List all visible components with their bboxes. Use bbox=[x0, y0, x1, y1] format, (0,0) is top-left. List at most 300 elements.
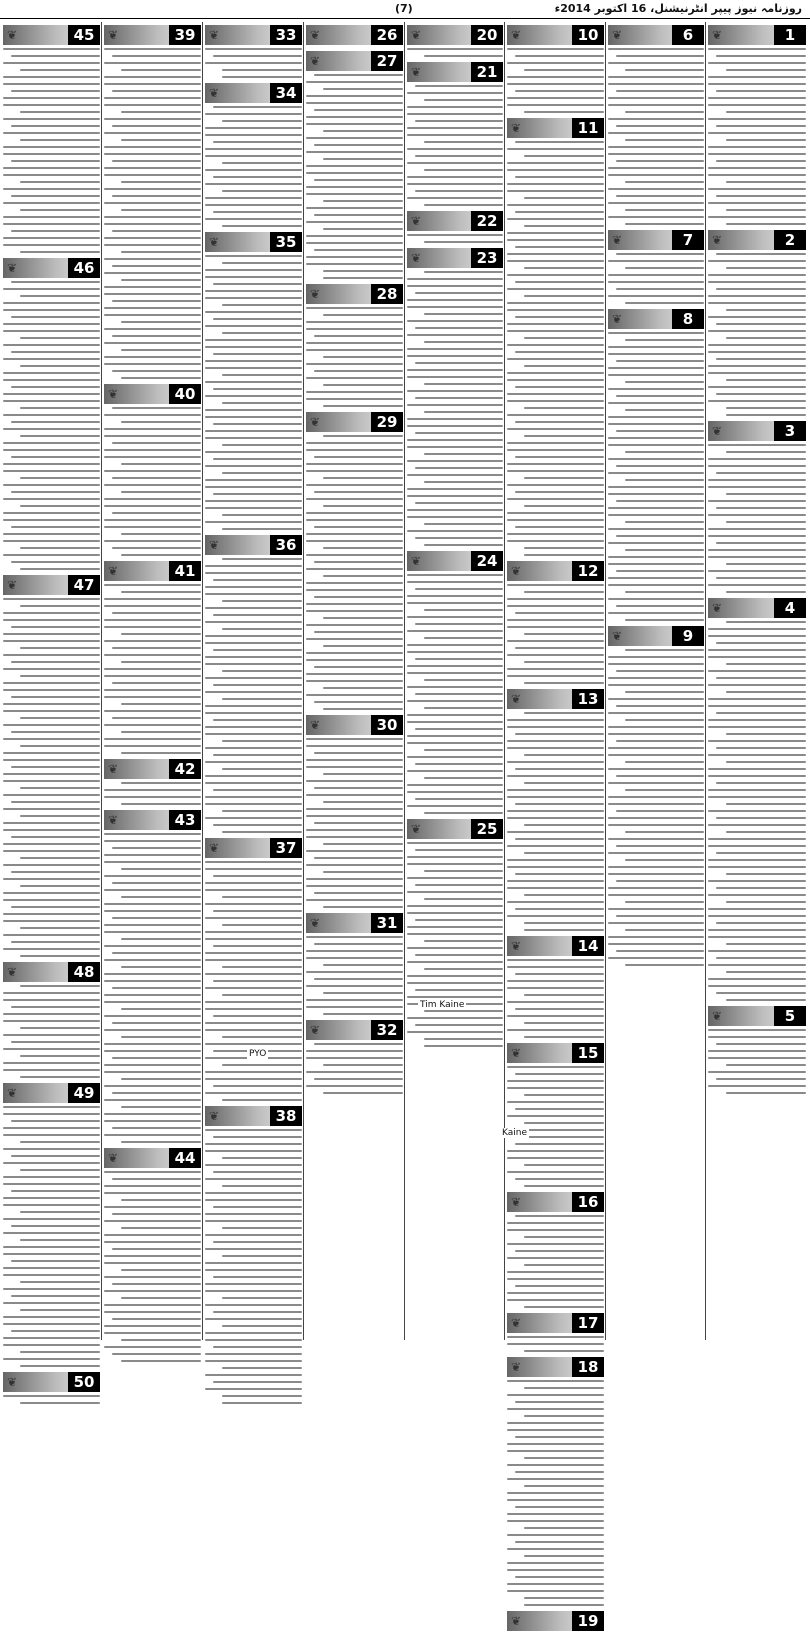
text-line bbox=[205, 1269, 302, 1271]
item-number-badge bbox=[507, 1357, 604, 1377]
item-body-text bbox=[507, 712, 604, 931]
text-line bbox=[524, 1264, 604, 1266]
text-line bbox=[205, 1318, 302, 1320]
text-line bbox=[726, 1092, 806, 1094]
text-line bbox=[708, 936, 806, 938]
text-line bbox=[306, 759, 403, 761]
text-line bbox=[222, 1064, 302, 1066]
text-line bbox=[625, 649, 704, 651]
text-line bbox=[112, 987, 201, 989]
text-line bbox=[222, 810, 302, 812]
news-item-13[interactable] bbox=[507, 689, 604, 931]
text-line bbox=[616, 55, 704, 57]
text-line bbox=[20, 1055, 100, 1057]
text-line bbox=[306, 377, 403, 379]
news-column-7 bbox=[104, 22, 201, 1340]
news-item-9[interactable] bbox=[608, 626, 704, 966]
leaf-ornament-icon: ❦ bbox=[712, 424, 723, 438]
item-body-text bbox=[306, 74, 403, 279]
text-line bbox=[616, 535, 704, 537]
text-line bbox=[608, 295, 704, 297]
item-number-badge bbox=[608, 230, 704, 250]
text-line bbox=[708, 344, 806, 346]
text-line bbox=[112, 547, 201, 549]
text-line bbox=[222, 1402, 302, 1404]
news-item-48[interactable] bbox=[3, 962, 100, 1078]
text-line bbox=[3, 76, 100, 78]
text-line bbox=[716, 887, 806, 889]
text-line bbox=[104, 1015, 201, 1017]
text-line bbox=[205, 479, 302, 481]
item-number-badge bbox=[104, 384, 201, 404]
text-line bbox=[424, 898, 503, 900]
text-line bbox=[11, 731, 100, 733]
text-line bbox=[608, 726, 704, 728]
text-line bbox=[708, 726, 806, 728]
item-body-text bbox=[3, 985, 100, 1078]
text-line bbox=[515, 647, 604, 649]
text-line bbox=[121, 279, 201, 281]
news-item-6[interactable] bbox=[608, 25, 704, 225]
text-line bbox=[3, 710, 100, 712]
text-line bbox=[205, 1150, 302, 1152]
news-item-21[interactable] bbox=[407, 62, 503, 206]
text-line bbox=[407, 183, 503, 185]
news-item-46[interactable] bbox=[3, 258, 100, 570]
text-line bbox=[121, 1227, 201, 1229]
text-line bbox=[104, 1241, 201, 1243]
text-line bbox=[112, 300, 201, 302]
text-line bbox=[507, 1492, 604, 1494]
item-number-badge bbox=[3, 25, 100, 45]
item-number-badge bbox=[507, 1192, 604, 1212]
text-line bbox=[3, 428, 100, 430]
text-line bbox=[121, 533, 201, 535]
news-item-11[interactable] bbox=[507, 118, 604, 556]
news-item-34[interactable] bbox=[205, 83, 302, 227]
text-line bbox=[3, 1013, 100, 1015]
leaf-ornament-icon: ❦ bbox=[712, 28, 723, 42]
text-line bbox=[507, 761, 604, 763]
text-line bbox=[205, 113, 302, 115]
text-line bbox=[104, 1134, 201, 1136]
news-item-18[interactable] bbox=[507, 1357, 604, 1606]
text-line bbox=[205, 204, 302, 206]
text-line bbox=[507, 1343, 604, 1345]
text-line bbox=[306, 449, 403, 451]
text-line bbox=[306, 484, 403, 486]
text-line bbox=[306, 391, 403, 393]
text-line bbox=[3, 237, 100, 239]
text-line bbox=[515, 456, 604, 458]
news-item-33[interactable] bbox=[205, 25, 302, 78]
text-line bbox=[708, 670, 806, 672]
text-line bbox=[104, 1311, 201, 1313]
text-line bbox=[205, 1290, 302, 1292]
item-number: 17 bbox=[572, 1313, 604, 1333]
text-line bbox=[507, 148, 604, 150]
text-line bbox=[407, 348, 503, 350]
text-line bbox=[121, 111, 201, 113]
text-line bbox=[625, 901, 704, 903]
text-line bbox=[716, 642, 806, 644]
text-line bbox=[726, 209, 806, 211]
text-line bbox=[205, 297, 302, 299]
text-line bbox=[3, 808, 100, 810]
text-line bbox=[524, 267, 604, 269]
text-line bbox=[314, 561, 403, 563]
news-item-16[interactable] bbox=[507, 1192, 604, 1308]
news-item-40[interactable] bbox=[104, 384, 201, 556]
item-body-text bbox=[407, 234, 503, 243]
news-item-20[interactable] bbox=[407, 25, 503, 57]
text-line bbox=[415, 849, 503, 851]
news-item-47[interactable] bbox=[3, 575, 100, 957]
text-line bbox=[3, 1176, 100, 1178]
text-line bbox=[112, 1127, 201, 1129]
text-line bbox=[507, 915, 604, 917]
text-line bbox=[112, 1353, 201, 1355]
text-line bbox=[608, 817, 704, 819]
text-line bbox=[507, 204, 604, 206]
leaf-ornament-icon: ❦ bbox=[511, 28, 522, 42]
text-line bbox=[507, 379, 604, 381]
leaf-ornament-icon: ❦ bbox=[411, 822, 422, 836]
text-line bbox=[608, 563, 704, 565]
text-line bbox=[708, 915, 806, 917]
text-line bbox=[3, 913, 100, 915]
text-line bbox=[507, 428, 604, 430]
text-line bbox=[608, 656, 704, 658]
text-line bbox=[608, 402, 704, 404]
news-item-36[interactable] bbox=[205, 535, 302, 833]
text-line bbox=[407, 488, 503, 490]
leaf-ornament-icon: ❦ bbox=[712, 233, 723, 247]
text-line bbox=[213, 789, 302, 791]
leaf-ornament-icon: ❦ bbox=[108, 387, 119, 401]
leaf-ornament-icon: ❦ bbox=[310, 916, 321, 930]
text-line bbox=[205, 1234, 302, 1236]
item-body-text bbox=[407, 271, 503, 546]
text-line bbox=[104, 1276, 201, 1278]
news-item-25[interactable] bbox=[407, 819, 503, 1047]
text-line bbox=[104, 945, 201, 947]
text-line bbox=[415, 362, 503, 364]
text-line bbox=[407, 390, 503, 392]
text-line bbox=[205, 586, 302, 588]
news-item-7[interactable] bbox=[608, 230, 704, 304]
text-line bbox=[708, 486, 806, 488]
text-line bbox=[11, 456, 100, 458]
news-item-17[interactable] bbox=[507, 1313, 604, 1352]
text-line bbox=[213, 1381, 302, 1383]
text-line bbox=[407, 446, 503, 448]
text-line bbox=[112, 335, 201, 337]
text-line bbox=[507, 1292, 604, 1294]
news-item-26[interactable] bbox=[306, 25, 403, 48]
text-line bbox=[222, 262, 302, 264]
text-line bbox=[314, 701, 403, 703]
text-line bbox=[3, 829, 100, 831]
text-line bbox=[306, 1050, 403, 1052]
text-line bbox=[3, 1020, 100, 1022]
text-line bbox=[507, 1394, 604, 1396]
text-line bbox=[3, 379, 100, 381]
news-item-39[interactable] bbox=[104, 25, 201, 379]
text-line bbox=[205, 635, 302, 637]
column-divider bbox=[504, 22, 505, 1340]
text-line bbox=[222, 1036, 302, 1038]
text-line bbox=[716, 1078, 806, 1080]
text-line bbox=[306, 307, 403, 309]
text-line bbox=[222, 896, 302, 898]
text-line bbox=[407, 1017, 503, 1019]
text-line bbox=[104, 237, 201, 239]
text-line bbox=[726, 733, 806, 735]
text-line bbox=[222, 225, 302, 227]
text-line bbox=[507, 484, 604, 486]
text-line bbox=[213, 1171, 302, 1173]
text-line bbox=[708, 556, 806, 558]
text-line bbox=[524, 365, 604, 367]
text-line bbox=[3, 899, 100, 901]
text-line bbox=[616, 500, 704, 502]
news-item-30[interactable] bbox=[306, 715, 403, 908]
text-line bbox=[20, 857, 100, 859]
text-line bbox=[708, 894, 806, 896]
text-line bbox=[515, 351, 604, 353]
text-line bbox=[323, 1092, 403, 1094]
text-line bbox=[306, 610, 403, 612]
text-line bbox=[323, 405, 403, 407]
text-line bbox=[625, 619, 704, 621]
text-line bbox=[507, 302, 604, 304]
text-line bbox=[407, 106, 503, 108]
text-line bbox=[306, 349, 403, 351]
text-line bbox=[3, 358, 100, 360]
text-line bbox=[222, 1185, 302, 1187]
text-line bbox=[3, 1197, 100, 1199]
text-line bbox=[507, 48, 604, 50]
text-line bbox=[608, 922, 704, 924]
text-line bbox=[306, 151, 403, 153]
text-line bbox=[515, 1250, 604, 1252]
news-item-41[interactable] bbox=[104, 561, 201, 754]
item-body-text bbox=[3, 281, 100, 570]
text-line bbox=[407, 439, 503, 441]
news-item-27[interactable] bbox=[306, 51, 403, 279]
text-line bbox=[205, 1199, 302, 1201]
text-line bbox=[407, 742, 503, 744]
text-line bbox=[306, 850, 403, 852]
text-line bbox=[121, 1269, 201, 1271]
text-line bbox=[726, 971, 806, 973]
news-item-10[interactable] bbox=[507, 25, 604, 113]
text-line bbox=[507, 1583, 604, 1585]
item-body-text bbox=[306, 307, 403, 407]
news-item-3[interactable] bbox=[708, 421, 806, 593]
text-line bbox=[314, 74, 403, 76]
text-line bbox=[407, 306, 503, 308]
text-line bbox=[323, 687, 403, 689]
text-line bbox=[104, 833, 201, 835]
text-line bbox=[104, 796, 201, 798]
text-line bbox=[524, 922, 604, 924]
text-line bbox=[507, 901, 604, 903]
text-line bbox=[323, 575, 403, 577]
news-item-38[interactable] bbox=[205, 1106, 302, 1404]
news-item-4[interactable] bbox=[708, 598, 806, 1001]
news-item-15[interactable] bbox=[507, 1043, 604, 1187]
news-item-24[interactable] bbox=[407, 551, 503, 814]
text-line bbox=[323, 477, 403, 479]
text-line bbox=[3, 892, 100, 894]
news-item-37[interactable] bbox=[205, 838, 302, 1101]
text-line bbox=[222, 966, 302, 968]
text-line bbox=[306, 936, 403, 938]
text-line bbox=[104, 1050, 201, 1052]
text-line bbox=[424, 777, 503, 779]
text-line bbox=[424, 544, 503, 546]
news-column-6 bbox=[205, 22, 302, 1340]
text-line bbox=[104, 640, 201, 642]
text-line bbox=[616, 810, 704, 812]
news-item-22[interactable] bbox=[407, 211, 503, 243]
text-line bbox=[222, 120, 302, 122]
news-item-45[interactable] bbox=[3, 25, 100, 253]
news-item-32[interactable] bbox=[306, 1020, 403, 1094]
news-item-19[interactable] bbox=[507, 1611, 604, 1634]
text-line bbox=[407, 320, 503, 322]
text-line bbox=[608, 274, 704, 276]
text-line bbox=[104, 48, 201, 50]
text-line bbox=[625, 591, 704, 593]
text-line bbox=[625, 521, 704, 523]
text-line bbox=[323, 906, 403, 908]
news-item-5[interactable] bbox=[708, 1006, 806, 1094]
text-line bbox=[3, 668, 100, 670]
item-body-text bbox=[306, 738, 403, 908]
text-line bbox=[112, 1178, 201, 1180]
text-line bbox=[708, 216, 806, 218]
news-item-14[interactable] bbox=[507, 936, 604, 1038]
text-line bbox=[323, 270, 403, 272]
news-item-23[interactable] bbox=[407, 248, 503, 546]
text-line bbox=[3, 153, 100, 155]
text-line bbox=[415, 327, 503, 329]
text-line bbox=[104, 1099, 201, 1101]
text-line bbox=[424, 411, 503, 413]
text-line bbox=[20, 477, 100, 479]
text-line bbox=[415, 292, 503, 294]
news-item-42[interactable] bbox=[104, 759, 201, 805]
text-line bbox=[306, 470, 403, 472]
text-line bbox=[708, 444, 806, 446]
news-item-49[interactable] bbox=[3, 1083, 100, 1367]
text-line bbox=[424, 169, 503, 171]
text-line bbox=[222, 472, 302, 474]
item-number: 39 bbox=[169, 25, 201, 45]
text-line bbox=[608, 866, 704, 868]
text-line bbox=[515, 176, 604, 178]
news-item-43[interactable] bbox=[104, 810, 201, 1143]
news-item-8[interactable] bbox=[608, 309, 704, 621]
text-line bbox=[507, 1087, 604, 1089]
text-line bbox=[104, 202, 201, 204]
item-body-text bbox=[507, 584, 604, 684]
text-line bbox=[708, 929, 806, 931]
leaf-ornament-icon: ❦ bbox=[310, 415, 321, 429]
text-line bbox=[213, 106, 302, 108]
news-item-12[interactable] bbox=[507, 561, 604, 684]
text-line bbox=[104, 470, 201, 472]
text-line bbox=[726, 267, 806, 269]
text-line bbox=[306, 885, 403, 887]
text-line bbox=[205, 48, 302, 50]
text-line bbox=[306, 815, 403, 817]
text-line bbox=[205, 1164, 302, 1166]
news-item-35[interactable] bbox=[205, 232, 302, 530]
text-line bbox=[608, 444, 704, 446]
item-body-text bbox=[205, 1129, 302, 1404]
text-line bbox=[306, 116, 403, 118]
text-line bbox=[608, 796, 704, 798]
text-line bbox=[3, 1344, 100, 1346]
text-line bbox=[507, 796, 604, 798]
text-line bbox=[306, 342, 403, 344]
news-item-2[interactable] bbox=[708, 230, 806, 416]
item-number-badge bbox=[306, 715, 403, 735]
text-line bbox=[222, 528, 302, 530]
text-line bbox=[407, 961, 503, 963]
text-line bbox=[608, 188, 704, 190]
text-line bbox=[205, 712, 302, 714]
news-item-50[interactable] bbox=[3, 1372, 100, 1404]
news-item-31[interactable] bbox=[306, 913, 403, 1015]
text-line bbox=[3, 759, 100, 761]
text-line bbox=[222, 994, 302, 996]
text-line bbox=[205, 1143, 302, 1145]
text-line bbox=[205, 952, 302, 954]
text-line bbox=[104, 526, 201, 528]
text-line bbox=[104, 216, 201, 218]
text-line bbox=[104, 414, 201, 416]
text-line bbox=[20, 1169, 100, 1171]
item-number-badge bbox=[3, 1083, 100, 1103]
text-line bbox=[205, 1178, 302, 1180]
news-item-29[interactable] bbox=[306, 412, 403, 710]
text-line bbox=[104, 449, 201, 451]
text-line bbox=[507, 987, 604, 989]
item-number: 13 bbox=[572, 689, 604, 709]
text-line bbox=[3, 633, 100, 635]
text-line bbox=[616, 360, 704, 362]
text-line bbox=[213, 55, 302, 57]
text-line bbox=[407, 148, 503, 150]
news-item-28[interactable] bbox=[306, 284, 403, 407]
text-line bbox=[121, 251, 201, 253]
news-item-1[interactable] bbox=[708, 25, 806, 225]
text-line bbox=[3, 1253, 100, 1255]
text-line bbox=[407, 127, 503, 129]
text-line bbox=[205, 882, 302, 884]
text-line bbox=[407, 905, 503, 907]
text-line bbox=[104, 356, 201, 358]
news-item-44[interactable] bbox=[104, 1148, 201, 1362]
text-line bbox=[708, 705, 806, 707]
text-line bbox=[415, 658, 503, 660]
text-line bbox=[205, 290, 302, 292]
